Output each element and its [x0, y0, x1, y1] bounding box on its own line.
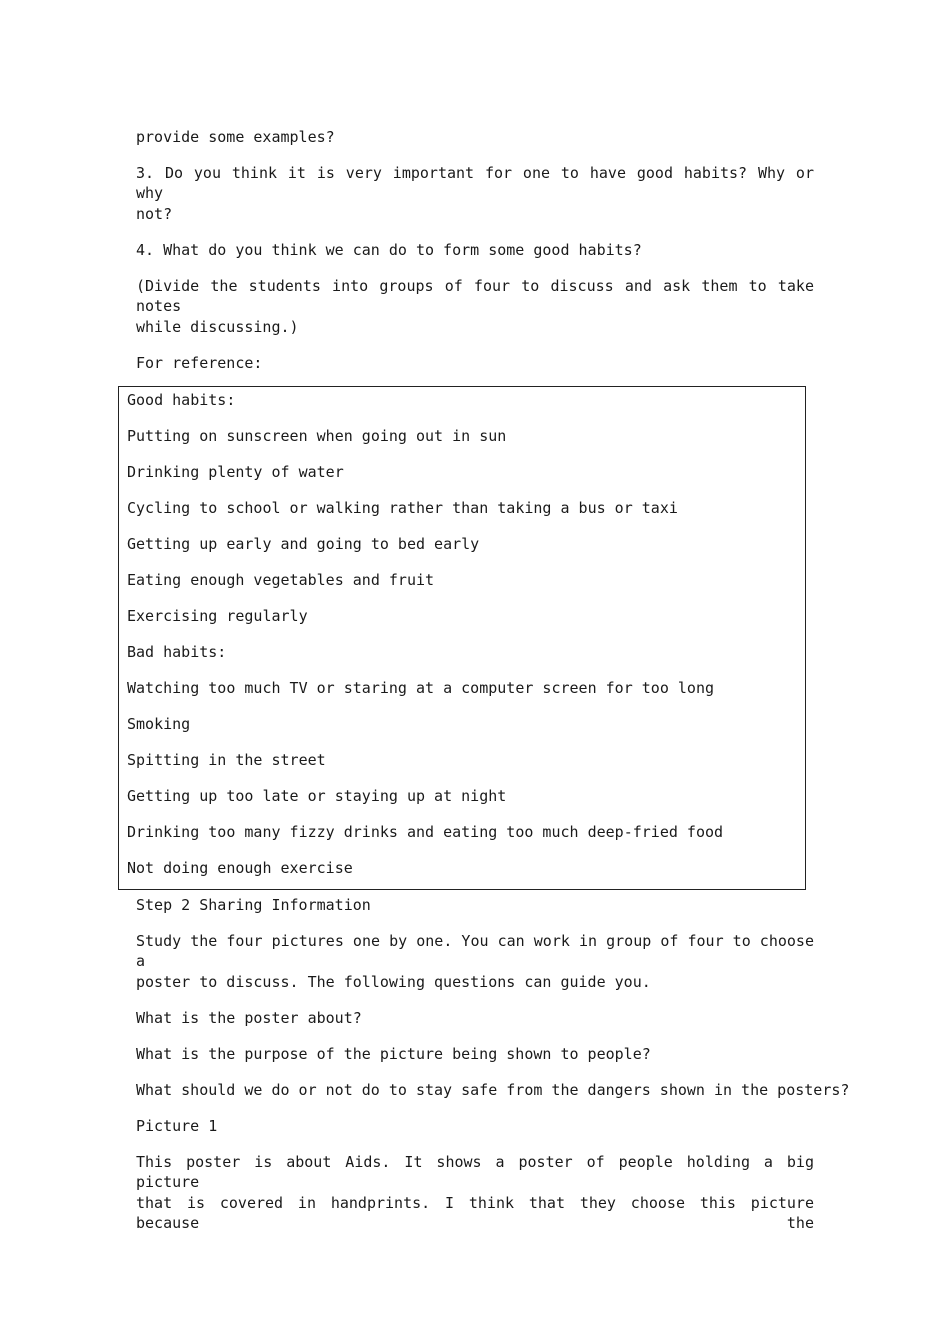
step-2-heading: Step 2 Sharing Information	[136, 896, 371, 914]
good-habit-item: Cycling to school or walking rather than taking a bus or taxi	[127, 499, 678, 517]
question-continuation: provide some examples?	[136, 128, 335, 146]
picture-1-text-line-2: that is covered in handprints. I think that they choose this picture because the	[136, 1194, 814, 1232]
picture-1-heading: Picture 1	[136, 1117, 218, 1135]
for-reference-label: For reference:	[136, 354, 263, 372]
bad-habit-item: Not doing enough exercise	[127, 859, 353, 877]
instruction-line-1: (Divide the students into groups of four to discuss and ask them to take notes	[136, 277, 814, 315]
good-habit-item: Drinking plenty of water	[127, 463, 344, 481]
guide-question: What is the purpose of the picture being shown to people?	[136, 1045, 651, 1063]
good-habit-item: Exercising regularly	[127, 607, 308, 625]
bad-habit-item: Watching too much TV or staring at a computer screen for too long	[127, 679, 714, 697]
good-habits-heading: Good habits:	[127, 391, 236, 409]
picture-1-text-line-1: This poster is about Aids. It shows a poster of people holding a big picture	[136, 1153, 814, 1191]
reference-box	[118, 386, 806, 890]
study-line-1: Study the four pictures one by one. You can work in group of four to choose a	[136, 932, 814, 970]
bad-habits-heading: Bad habits:	[127, 643, 227, 661]
instruction-line-2: while discussing.)	[136, 318, 299, 336]
bad-habit-item: Smoking	[127, 715, 191, 733]
question-3-line-1: 3. Do you think it is very important for one to have good habits? Why or why	[136, 164, 814, 202]
guide-question: What is the poster about?	[136, 1009, 362, 1027]
question-4: 4. What do you think we can do to form some good habits?	[136, 241, 642, 259]
bad-habit-item: Drinking too many fizzy drinks and eating too much deep-fried food	[127, 823, 724, 841]
question-3-line-2: not?	[136, 205, 173, 223]
good-habit-item: Eating enough vegetables and fruit	[127, 571, 435, 589]
bad-habit-item: Spitting in the street	[127, 751, 326, 769]
bad-habit-item: Getting up too late or staying up at night	[127, 787, 507, 805]
good-habit-item: Getting up early and going to bed early	[127, 535, 480, 553]
good-habit-item: Putting on sunscreen when going out in sun	[127, 427, 507, 445]
guide-question: What should we do or not do to stay safe from the dangers shown in the posters?	[136, 1081, 850, 1099]
study-line-2: poster to discuss. The following questions can guide you.	[136, 973, 651, 991]
